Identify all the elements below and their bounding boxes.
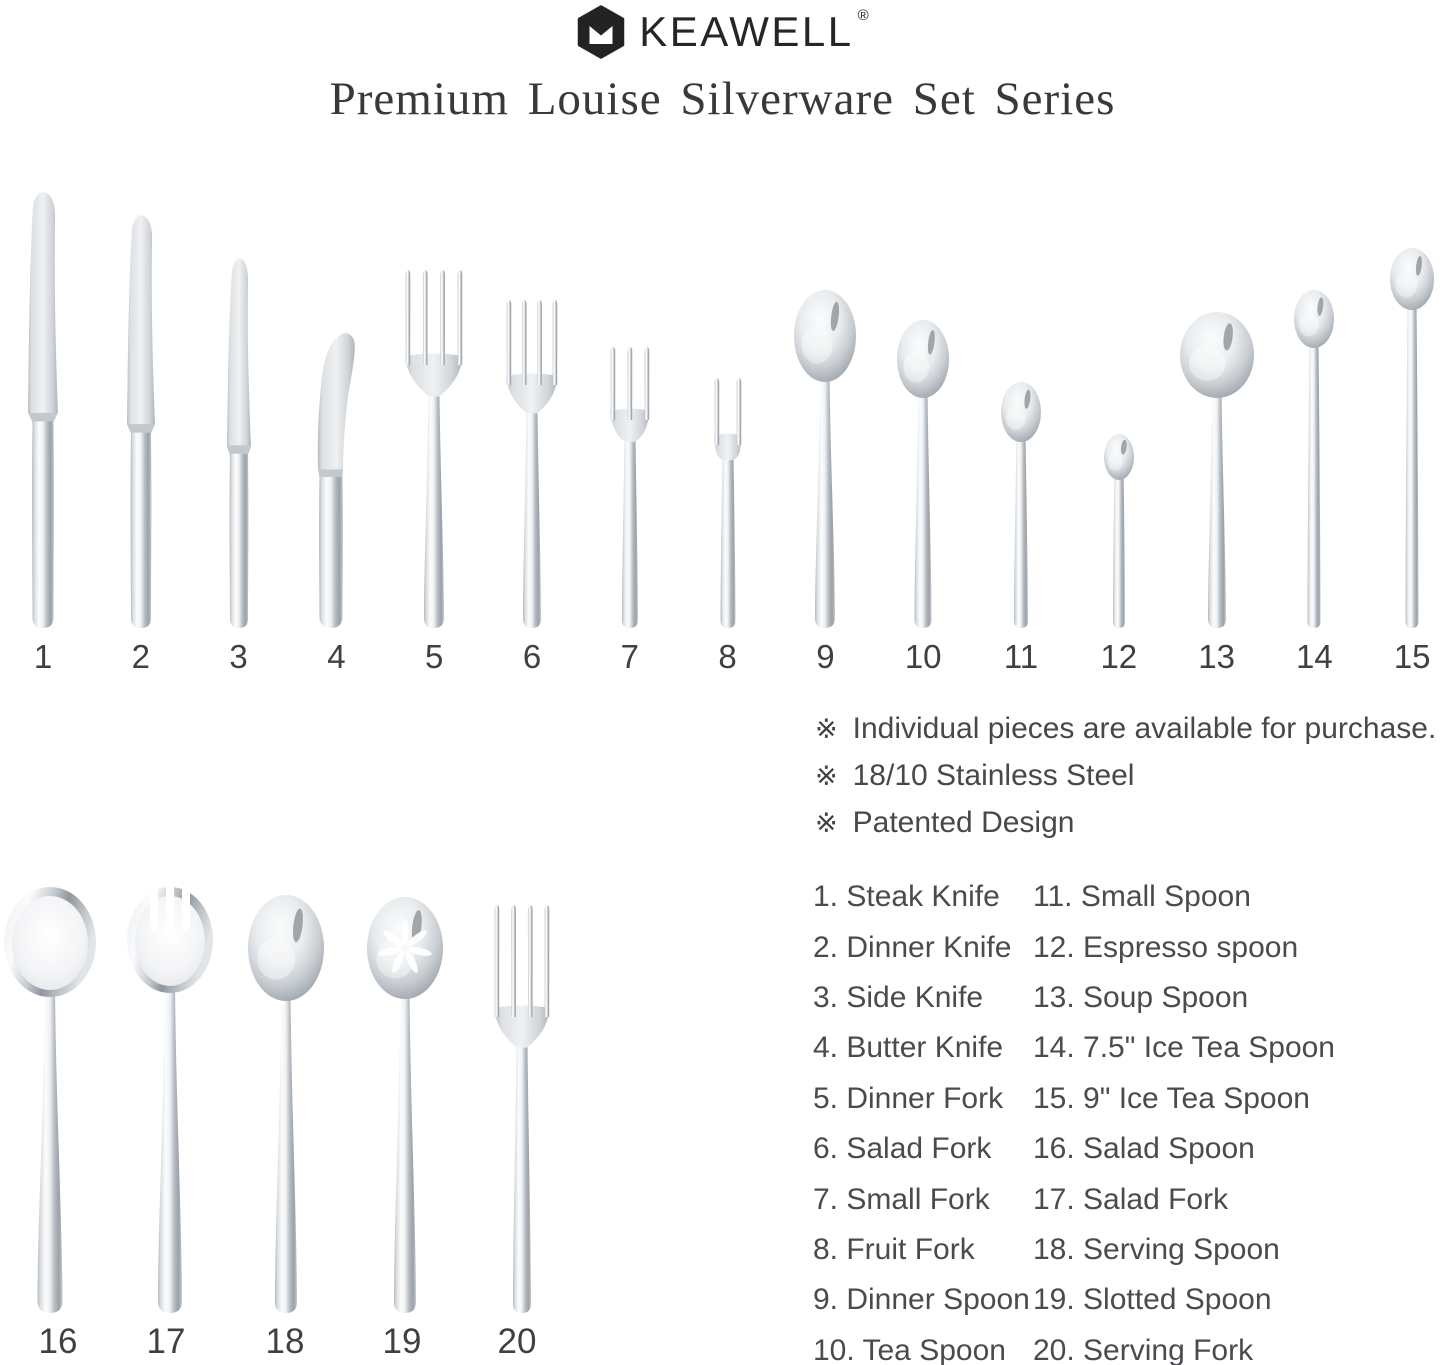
note-text: Individual pieces are available for purchase. (852, 712, 1437, 745)
note-2 (815, 759, 1436, 806)
piece-number-4: 4 (327, 638, 346, 675)
brand-name: KEAWELL (639, 8, 854, 55)
piece-1-steak-knife (19, 190, 67, 628)
piece-number-10: 10 (904, 638, 942, 675)
serving-fork-icon (492, 903, 552, 1313)
piece-17-salad-fork (122, 885, 218, 1313)
piece-18-serving-spoon (244, 893, 328, 1313)
note-1 (815, 712, 1436, 759)
legend-item-7-small-fork: 7. Small Fork (813, 1182, 990, 1216)
piece-12-espresso-spoon (1098, 432, 1140, 628)
piece-number-20: 20 (497, 1322, 537, 1361)
legend-item-17-salad-fork: 17. Salad Fork (1033, 1182, 1229, 1216)
butter-knife-icon (310, 330, 362, 628)
piece-2-dinner-knife (117, 213, 165, 628)
piece-number-18: 18 (265, 1322, 305, 1361)
legend-item-5-dinner-fork: 5. Dinner Fork (813, 1081, 1004, 1115)
legend-column-1 (813, 872, 1030, 1365)
legend-item-9-dinner-spoon: 9. Dinner Spoon (813, 1283, 1030, 1317)
legend-item-3-side-knife: 3. Side Knife (813, 980, 984, 1014)
reference-mark-icon: ※ (815, 761, 838, 792)
note-text: 18/10 Stainless Steel (852, 759, 1135, 792)
dinner-spoon-icon (790, 288, 860, 628)
fruit-fork-icon (706, 376, 750, 628)
piece-15-9-ice-tea-spoon (1384, 246, 1440, 628)
9-ice-tea-spoon-icon (1384, 246, 1440, 628)
salad-fork-icon (502, 298, 562, 628)
salad-spoon-icon (0, 885, 100, 1313)
legend-item-18-serving-spoon: 18. Serving Spoon (1033, 1232, 1280, 1266)
piece-number-17: 17 (146, 1322, 186, 1361)
legend-item-19-slotted-spoon: 19. Slotted Spoon (1033, 1283, 1272, 1317)
piece-number-1: 1 (33, 638, 53, 675)
small-spoon-icon (995, 380, 1047, 628)
product-notes (815, 712, 1436, 853)
legend-item-1-steak-knife: 1. Steak Knife (813, 880, 1000, 914)
piece-4-butter-knife (310, 330, 362, 628)
legend-item-15-9-ice-tea-spoon: 15. 9" Ice Tea Spoon (1033, 1081, 1310, 1115)
page-title: Premium Louise Silverware Set Series (329, 73, 1116, 125)
piece-number-9: 9 (816, 638, 835, 675)
piece-number-2: 2 (131, 638, 150, 675)
piece-number-14: 14 (1296, 638, 1333, 675)
dinner-knife-icon (117, 213, 165, 628)
piece-number-12: 12 (1100, 638, 1138, 675)
note-text: Patented Design (852, 806, 1075, 839)
legend-item-20-serving-fork: 20. Serving Fork (1033, 1333, 1254, 1365)
slotted-spoon-icon (362, 895, 448, 1313)
piece-3-side-knife (217, 256, 261, 628)
piece-5-dinner-fork (402, 268, 466, 628)
piece-6-salad-fork (502, 298, 562, 628)
legend-column-2 (1033, 872, 1335, 1365)
piece-13-soup-spoon (1176, 310, 1258, 628)
reference-mark-icon: ※ (815, 714, 838, 745)
serving-spoon-icon (244, 893, 328, 1313)
piece-number-5: 5 (425, 638, 444, 675)
reference-mark-icon: ※ (815, 808, 838, 839)
piece-11-small-spoon (995, 380, 1047, 628)
piece-number-13: 13 (1198, 638, 1235, 675)
piece-14-7-5-ice-tea-spoon (1288, 288, 1340, 628)
piece-20-serving-fork (492, 903, 552, 1313)
piece-number-19: 19 (382, 1322, 422, 1361)
piece-10-tea-spoon (892, 318, 954, 628)
piece-number-16: 16 (38, 1322, 78, 1361)
side-knife-icon (217, 256, 261, 628)
piece-9-dinner-spoon (790, 288, 860, 628)
legend-item-4-butter-knife: 4. Butter Knife (813, 1031, 1004, 1065)
piece-number-3: 3 (229, 638, 248, 675)
note-3 (815, 806, 1436, 853)
espresso-spoon-icon (1098, 432, 1140, 628)
legend-item-2-dinner-knife: 2. Dinner Knife (813, 930, 1012, 964)
piece-number-7: 7 (620, 638, 639, 675)
legend-item-12-espresso-spoon: 12. Espresso spoon (1033, 930, 1299, 964)
7-5-ice-tea-spoon-icon (1288, 288, 1340, 628)
legend-item-10-tea-spoon: 10. Tea Spoon (813, 1333, 1006, 1365)
piece-number-6: 6 (522, 638, 542, 675)
piece-number-8: 8 (718, 638, 737, 675)
legend-item-13-soup-spoon: 13. Soup Spoon (1033, 980, 1249, 1014)
piece-number-11: 11 (1003, 638, 1039, 675)
piece-8-fruit-fork (706, 376, 750, 628)
dinner-fork-icon (402, 268, 466, 628)
soup-spoon-icon (1176, 310, 1258, 628)
salad-fork-icon (122, 885, 218, 1313)
legend-item-11-small-spoon: 11. Small Spoon (1033, 880, 1251, 914)
steak-knife-icon (19, 190, 67, 628)
legend-item-16-salad-spoon: 16. Salad Spoon (1033, 1132, 1255, 1166)
legend-item-6-salad-fork: 6. Salad Fork (813, 1132, 992, 1166)
tea-spoon-icon (892, 318, 954, 628)
piece-7-small-fork (605, 345, 655, 628)
piece-19-slotted-spoon (362, 895, 448, 1313)
piece-16-salad-spoon (0, 885, 100, 1313)
legend-item-8-fruit-fork: 8. Fruit Fork (813, 1232, 975, 1266)
small-fork-icon (605, 345, 655, 628)
piece-number-15: 15 (1393, 638, 1431, 675)
legend-item-14-7-5-ice-tea-spoon: 14. 7.5" Ice Tea Spoon (1033, 1031, 1335, 1065)
registered-mark: ® (857, 7, 869, 24)
